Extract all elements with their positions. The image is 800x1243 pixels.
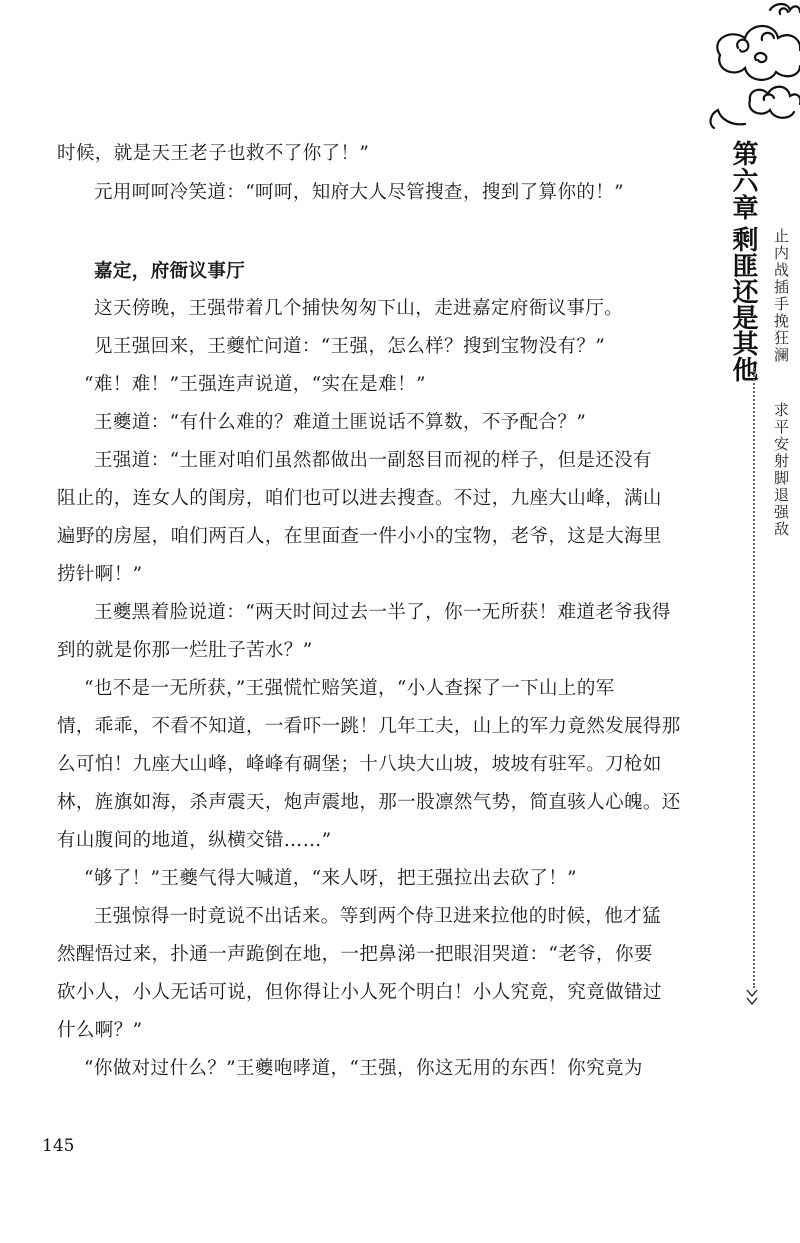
text-line: 林，旌旗如海，杀声震天，炮声震地，那一股凛然气势，简直骇人心魄。还 (57, 792, 681, 813)
text-line: 到的就是你那一烂肚子苦水？” (57, 640, 313, 661)
text-line: 有山腹间的地道，纵横交错……” (57, 830, 332, 851)
chapter-title: 剩匪还是其他 (728, 226, 758, 382)
text-line: “也不是一无所获，”王强慌忙赔笑道，“小人查探了一下山上的军 (84, 678, 615, 699)
cloud-ornament-icon (690, 0, 800, 150)
text-line: 这天傍晚，王强带着几个捕快匆匆下山，走进嘉定府衙议事厅。 (94, 298, 624, 319)
text-line: 王强道：“土匪对咱们虽然都做出一副怒目而视的样子，但是还没有 (94, 450, 652, 471)
text-line: 遍野的房屋，咱们两百人，在里面查一件小小的宝物，老爷，这是大海里 (57, 526, 662, 547)
page-number: 145 (42, 1136, 75, 1156)
text-line: 王夔道：“有什么难的？难道土匪说话不算数，不予配合？” (94, 412, 587, 433)
text-line: 王夔黑着脸说道：“两天时间过去一半了，你一无所获！难道老爷我得 (94, 602, 671, 623)
text-line: 元用呵呵冷笑道：“呵呵，知府大人尽管搜查，搜到了算你的！” (94, 182, 625, 203)
chapter-sidebar (720, 140, 800, 1140)
text-line: 时候，就是天王老子也救不了你了！” (57, 143, 370, 164)
text-line: 阻止的，连女人的闺房，咱们也可以进去搜查。不过，九座大山峰，满山 (57, 488, 662, 509)
text-line: “你做对过什么？”王夔咆哮道，“王强，你这无用的东西！你究竟为 (84, 1058, 643, 1079)
text-line: 捞针啊！” (57, 564, 143, 585)
text-line: “够了！”王夔气得大喊道，“来人呀，把王强拉出去砍了！” (84, 868, 578, 889)
text-line: 么可怕！九座大山峰，峰峰有碉堡；十八块大山坡，坡坡有驻军。刀枪如 (57, 754, 662, 775)
text-line: “难！难！”王强连声说道，“实在是难！” (84, 374, 426, 395)
chapter-subtitle-1: 止内战插手挽狂澜 (772, 228, 790, 364)
text-line: 见王强回来，王夔忙问道：“王强，怎么样？搜到宝物没有？” (94, 336, 606, 357)
text-line: 然醒悟过来，扑通一声跪倒在地，一把鼻涕一把眼泪哭道：“老爷，你要 (57, 944, 653, 965)
chapter-subtitle-2: 求平安射脚退强敌 (772, 402, 790, 538)
section-heading: 嘉定，府衙议事厅 (94, 261, 246, 282)
text-line: 情，乖乖，不看不知道，一看吓一跳！几年工夫，山上的军力竟然发展得那 (57, 716, 681, 737)
text-line: 砍小人，小人无话可说，但你得让小人死个明白！小人究竟，究竟做错过 (57, 982, 662, 1003)
chapter-label: 第六章 (728, 140, 758, 221)
text-line: 王强惊得一时竟说不出话来。等到两个侍卫进来拉他的时候，他才猛 (94, 906, 662, 927)
double-chevron-down-icon (746, 988, 758, 1009)
text-line: 什么啊？” (57, 1020, 143, 1041)
dotted-rule (753, 368, 757, 988)
